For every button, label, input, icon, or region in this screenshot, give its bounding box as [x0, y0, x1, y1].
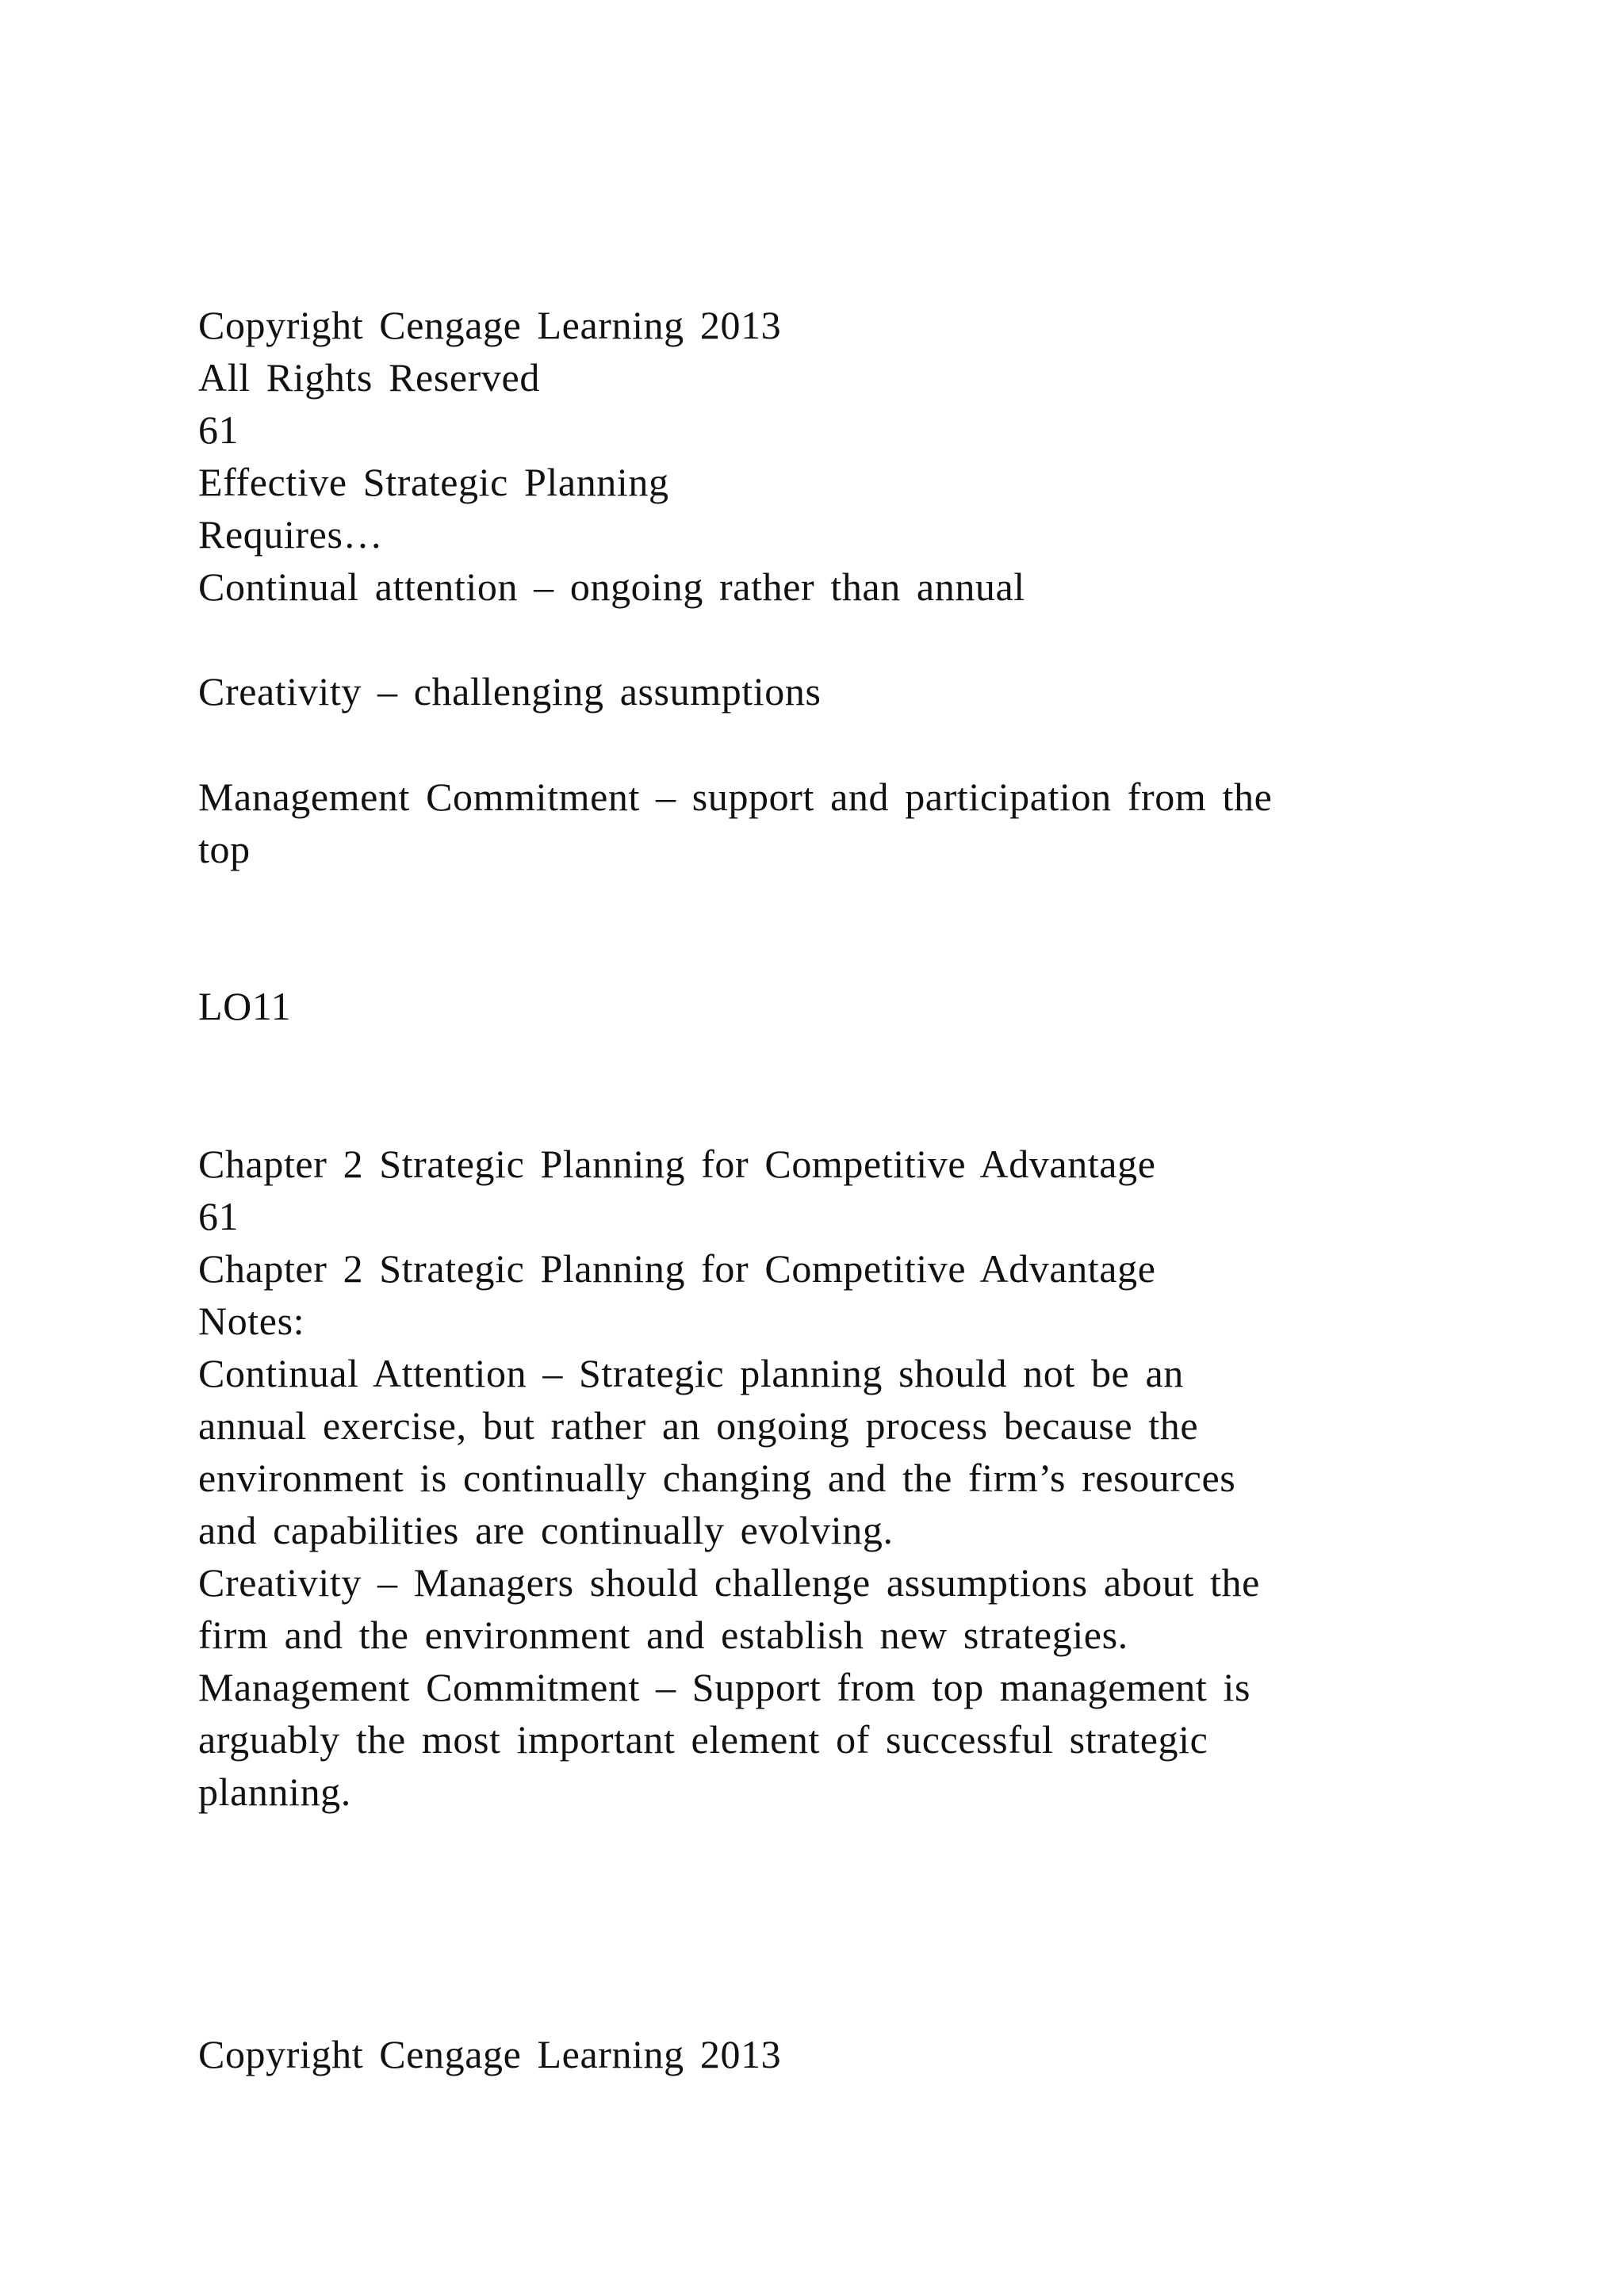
notes-text: firm and the environment and establish new strategies. [198, 1613, 1128, 1657]
notes-text: Management Commitment – Support from top management is [198, 1665, 1251, 1709]
chapter-footer: Chapter 2 Strategic Planning for Competitive Advantage [198, 1142, 1156, 1186]
bullet-continual-attention: Continual attention – ongoing rather than annual [198, 564, 1025, 609]
notes-text: environment is continually changing and the firm’s resources [198, 1456, 1236, 1500]
notes-text: Creativity – Managers should challenge assumptions about the [198, 1560, 1260, 1605]
notes-text: arguably the most important element of successful strategic [198, 1717, 1208, 1762]
slide-number: 61 [198, 408, 239, 452]
bottom-copyright-line: Copyright Cengage Learning 2013 [198, 2032, 782, 2076]
notes-text: annual exercise, but rather an ongoing process because the [198, 1403, 1199, 1448]
notes-heading: Notes: [198, 1299, 305, 1343]
copyright-line: Copyright Cengage Learning 2013 [198, 303, 782, 347]
slide-title-line-2: Requires… [198, 512, 384, 557]
learning-objective-label: LO11 [198, 984, 292, 1028]
footer-slide-number: 61 [198, 1194, 239, 1238]
slide-title-line-1: Effective Strategic Planning [198, 460, 669, 504]
notes-text: and capabilities are continually evolving. [198, 1508, 894, 1552]
rights-line: All Rights Reserved [198, 355, 540, 400]
notes-text: Continual Attention – Strategic planning should not be an [198, 1351, 1184, 1395]
chapter-title: Chapter 2 Strategic Planning for Competitive Advantage [198, 1246, 1156, 1291]
notes-text: planning. [198, 1770, 351, 1814]
bullet-management-commitment: Management Commitment – support and participation from the [198, 775, 1273, 819]
bullet-creativity: Creativity – challenging assumptions [198, 669, 822, 714]
bullet-management-commitment-cont: top [198, 827, 251, 871]
